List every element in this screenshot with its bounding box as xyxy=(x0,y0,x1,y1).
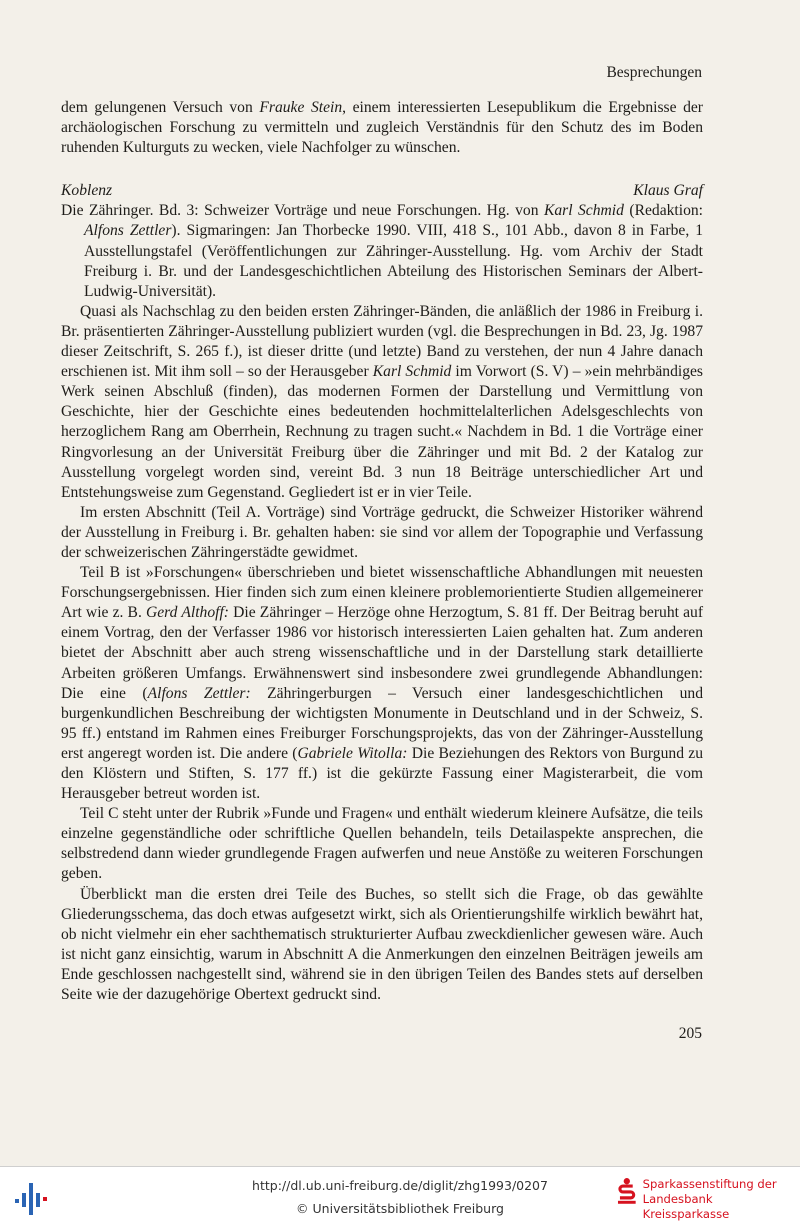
author-name: Frauke Stein xyxy=(259,99,343,116)
sparkasse-s-icon xyxy=(617,1177,637,1205)
viewer-footer xyxy=(0,1166,800,1227)
bibliographic-reference: Die Zähringer. Bd. 3: Schweizer Vorträge und neue Forschungen. Hg. von Karl Schmid (Redaktion: Alfons Zettler). Sigmaringen: Jan Thorbecke 1990. VIII, 418 S., 101 Abb., davon 8 in Farbe, 1 Ausstellungstafel (Veröffentlichungen zur Zähringer-Ausstellung. Hg. vom Archiv der Stadt Freiburg i. Br. und der Landesgeschichtlichen Abteilung des Historischen Seminars der Albert-Ludwig-Universität). xyxy=(61,202,703,300)
review-paragraph-1: Quasi als Nachschlag zu den beiden ersten Zähringer-Bänden, die anläßlich der 1986 in Freiburg i. Br. präsentierten Zähringer-Ausstellung publiziert wurden (vgl. die Besprechungen in Bd. 23, Jg. 1987 dieser Zeitschrift, S. 265 f.), ist dieser dritte (und letzte) Band zu verstehen, der nun 4 Jahre danach erschienen ist. Mit ihm soll – so der Herausgeber Karl Schmid im Vorwort (S. V) – »ein mehrbändiges Werk seinen Abschluß (finden), das modernen Formen der Darstellung und Vermittlung von Geschichte, hier der Geschichte eines bedeutenden hochmittelalterlichen Adelsgeschlechts von herzoglichem Rang am Oberrhein, Rechnung zu tragen sucht.« Nachdem in Bd. 1 die Vorträge einer Ringvorlesung an der Universität Freiburg über die Zähringer und mit Bd. 2 der Katalog zur Ausstellung vorgelegt worden sind, vereint Bd. 3 nun 18 Beiträge unterschiedlicher Art und Entstehungsweise zum Gegenstand. Gegliedert ist er in vier Teile. xyxy=(61,302,703,501)
review-paragraph-5: Überblickt man die ersten drei Teile des Buches, so stellt sich die Frage, ob das gewählte Gliederungsschema, das doch etwas aufgesetzt wirkt, sich als Orientierungshilfe wirklich bewährt hat, ob nicht vielmehr ein eher sachthematisch strukturierter Aufbau zweckdienlicher gewesen wäre. Auch ist nicht ganz einsichtig, warum in Abschnitt A die Anmerkungen den einzelnen Beiträgen jeweils am Ende geschlossen nachgestellt sind, während sie in den übrigen Teilen des Bandes stets auf derselben Seite wie der dazugehörige Obertext gedruckt sind. xyxy=(61,885,703,1004)
signature-reviewer: Klaus Graf xyxy=(633,182,703,200)
document-url-link[interactable]: http://dl.ub.uni-freiburg.de/diglit/zhg1993/0207 xyxy=(252,1178,548,1193)
copyright-notice: © Universitätsbibliothek Freiburg xyxy=(296,1201,504,1216)
sponsor-line-2: Landesbank Kreissparkasse xyxy=(642,1192,730,1221)
review-paragraph-2: Im ersten Abschnitt (Teil A. Vorträge) sind Vorträge gedruckt, die Schweizer Historiker während der Ausstellung in Freiburg i. Br. gehalten haben: sie sind vor allem der Topographie und Verfassung der schweizerischen Zähringerstädte gewidmet. xyxy=(61,503,703,561)
sponsor-line-1: Sparkassenstiftung der xyxy=(642,1177,777,1191)
page-body xyxy=(61,98,703,1005)
review-paragraph-3: Teil B ist »Forschungen« überschrieben und bietet wissenschaftliche Abhandlungen mit neuesten Forschungsergebnissen. Hier finden sich zum einen kleinere problemorientierte Studien allgemeinerer Art wie z. B. Gerd Althoff: Die Zähringer – Herzöge ohne Herzogtum, S. 81 ff. Der Beitrag beruht auf einem Vortrag, den der Verfasser 1986 vor historisch interessierten Laien gehalten hat. Zum anderen bietet der Abschnitt aber auch streng wissenschaftliche und in der Darstellung stark detaillierte Arbeiten größeren Umfangs. Erwähnenswert sind insbesondere zwei grundlegende Abhandlungen: Die eine (Alfons Zettler: Zähringerburgen – Versuch einer landesgeschichtlichen und burgenkundlichen Beschreibung der wichtigsten Monumente in Deutschland und in der Schweiz, S. 95 ff.) entstand im Rahmen eines Freiburger Forschungsprojekts, das von der Zähringer-Ausstellung erst angeregt worden ist. Die andere (Gabriele Witolla: Die Beziehungen des Rektors von Burgund zu den Klöstern und Stiften, S. 177 ff.) ist die gekürzte Fassung einer Magisterarbeit, die vom Herausgeber betreut worden ist. xyxy=(61,564,704,803)
running-header: Besprechungen xyxy=(606,64,702,81)
sponsor-logo xyxy=(617,1177,800,1222)
review-closing-paragraph: dem gelungenen Versuch von Frauke Stein, einem interessierten Lesepublikum die Ergebnisse der archäologischen Forschung zu vermitteln und zugleich Verständnis für den Schutz des im Boden ruhenden Kulturguts zu wecken, viele Nachfolger zu wünschen. xyxy=(61,99,703,157)
signature-place: Koblenz xyxy=(61,182,113,200)
review-signature xyxy=(61,181,703,201)
review-paragraph-4: Teil C steht unter der Rubrik »Funde und Fragen« und enthält wiederum kleinere Aufsätze, die teils einzelne gegenständliche oder schriftliche Quellen behandeln, teils Detailaspekte ansprechen, die selbstredend dann wieder grundlegende Fragen aufwerfen und neue Anstöße zu weiteren Forschungen geben. xyxy=(61,805,703,883)
page-number: 205 xyxy=(678,1025,702,1042)
